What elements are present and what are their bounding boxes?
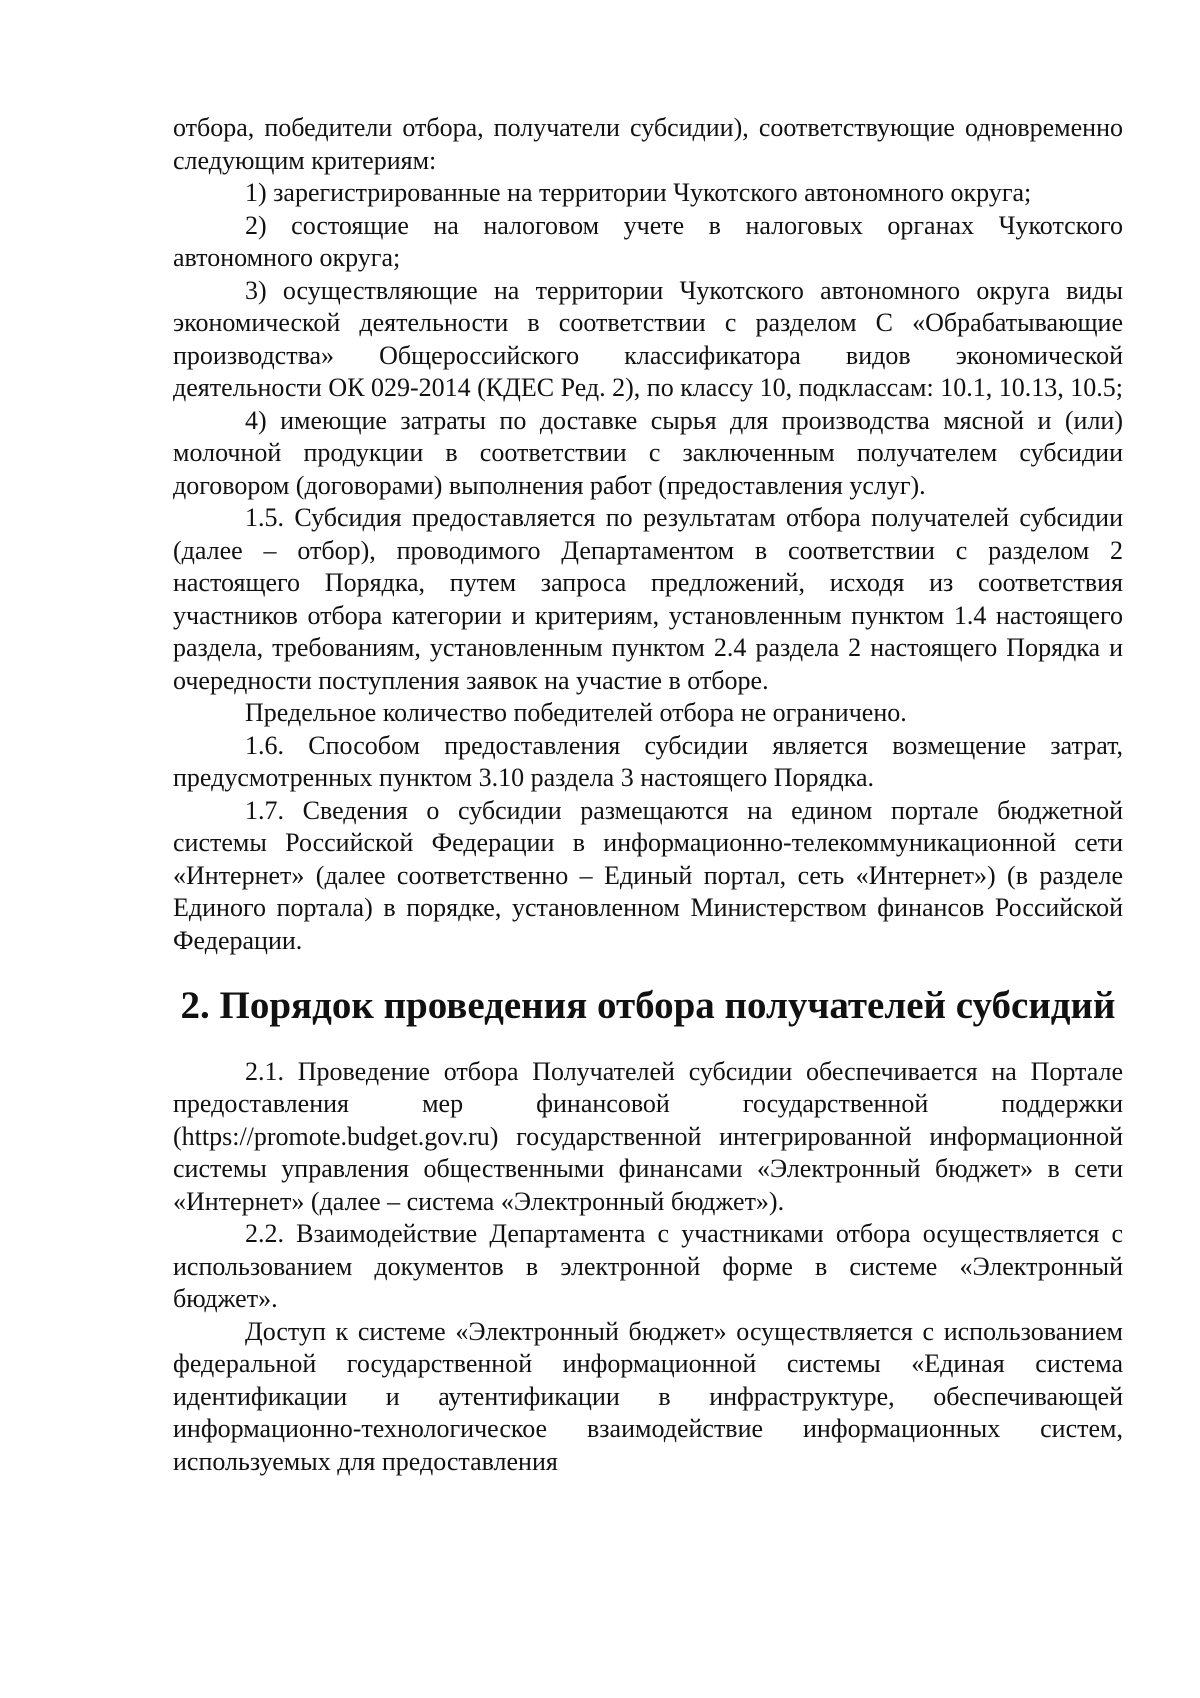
paragraph: Предельное количество победителей отбора не ограничено. bbox=[245, 698, 907, 727]
paragraph: 2) состоящие на налоговом учете в налоговых органах Чукотского автономного округа; bbox=[173, 210, 1123, 272]
paragraph: 1.7. Сведения о субсидии размещаются на едином портале бюджетной системы Российской Федерации в информационно-телекоммуникационной сети «Интернет» (далее соответственно – Единый портал, сеть «Интернет») (в разделе Единого портала) в порядке, установленном Министерством финансов Российской Федерации. bbox=[173, 795, 1123, 955]
paragraph: 3) осуществляющие на территории Чукотского автономного округа виды экономической деятельности в соответствии с разделом С «Обрабатывающие производства» Общероссийского классификатора видов экономической деятельности ОК 029-2014 (КДЕС Ред. 2), по классу 10, подклассам: 10.1, 10.13, 10.5; bbox=[173, 275, 1123, 402]
paragraph: 2.1. Проведение отбора Получателей субсидии обеспечивается на Портале предоставления мер финансовой государственной поддержки (https://promote.budget.gov.ru) государственной интегрированной информационной системы управления общественными финансами «Электронный бюджет» в сети «Интернет» (далее – система «Электронный бюджет»). bbox=[173, 1056, 1123, 1216]
paragraph: 1) зарегистрированные на территории Чукотского автономного округа; bbox=[245, 178, 1032, 207]
document-page bbox=[173, 112, 1123, 1478]
paragraph: Доступ к системе «Электронный бюджет» осуществляется с использованием федеральной государственной информационной системы «Единая система идентификации и аутентификации в инфраструктуре, обеспечивающей информационно-технологическое взаимодействие информационных систем, используемых для предоставления bbox=[173, 1316, 1123, 1476]
paragraph: 1.5. Субсидия предоставляется по результатам отбора получателей субсидии (далее – отбор), проводимого Департаментом в соответствии с разделом 2 настоящего Порядка, путем запроса предложений, исходя из соответствия участников отбора категории и критериям, установленным пунктом 1.4 настоящего раздела, требованиям, установленным пунктом 2.4 раздела 2 настоящего Порядка и очередности поступления заявок на участие в отборе. bbox=[173, 503, 1123, 695]
paragraph: отбора, победители отбора, получатели субсидии), соответствующие одновременно следующим критериям: bbox=[173, 113, 1123, 175]
section-heading: 2. Порядок проведения отбора получателей субсидий bbox=[180, 984, 1116, 1027]
paragraph: 1.6. Способом предоставления субсидии является возмещение затрат, предусмотренных пунктом 3.10 раздела 3 настоящего Порядка. bbox=[173, 730, 1123, 792]
paragraph: 4) имеющие затраты по доставке сырья для производства мясной и (или) молочной продукции в соответствии с заключенным получателем субсидии договором (договорами) выполнения работ (предоставления услуг). bbox=[173, 405, 1123, 500]
paragraph: 2.2. Взаимодействие Департамента с участниками отбора осуществляется с использованием документов в электронной форме в системе «Электронный бюджет». bbox=[173, 1219, 1123, 1313]
